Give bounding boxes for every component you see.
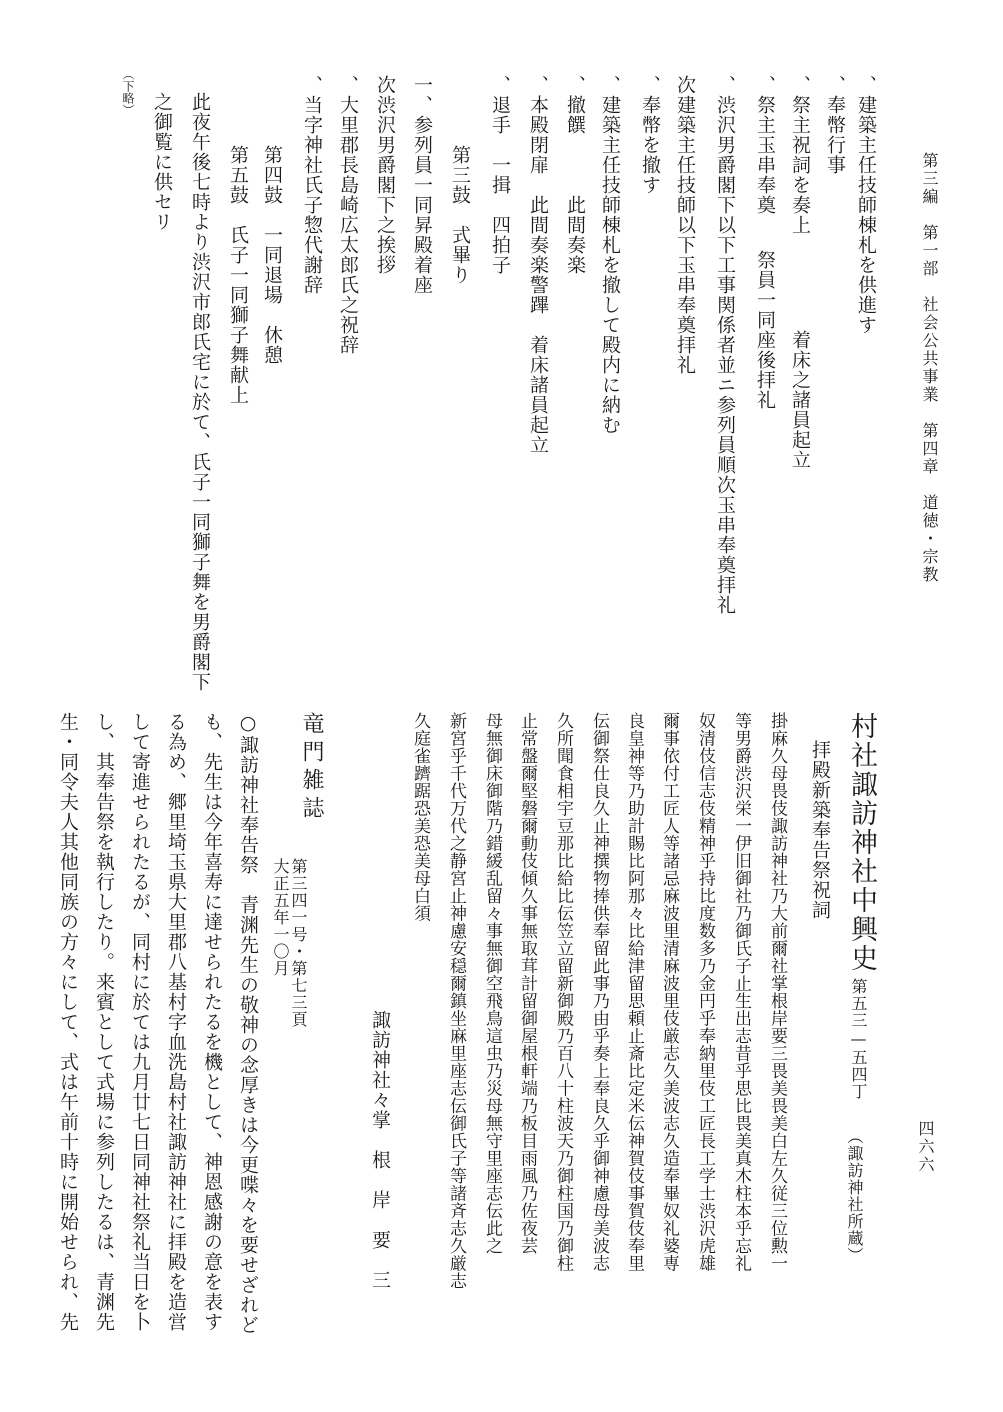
ceremony-note: 此間奏楽 (564, 195, 586, 275)
ceremony-item: 、渋沢男爵閣下以下工事関係者並ニ参列員順次玉串奉奠拝礼 (714, 75, 736, 615)
source-holder: （諏訪神社所蔵） (845, 1128, 864, 1264)
ceremony-item: 一、参列員一同昇殿着座 (411, 75, 433, 295)
article-line: る為め、郷里埼玉県大里郡八基村字血洗島村社諏訪神社に拝殿を造営 (165, 712, 187, 1332)
prayer-line: 久庭雀躋踞恐美恐美母白須 (410, 712, 430, 922)
prayer-title: 拝殿新築奉告祭祝詞 (809, 740, 831, 920)
magazine-issue: 第三四一号・第七三頁 (289, 858, 308, 1028)
prayer-line: 久所聞食相宇豆那比給比伝笠立留新御殿乃百八十柱波天乃御柱国乃御柱 (553, 712, 573, 1272)
ceremony-item: 、建築主任技師棟札を撤して殿内に納む (599, 75, 621, 435)
prayer-line: 新宮乎千代万代之静宮止神慮安穏爾鎮坐麻里座志伝御氏子等諸斉志久厳志 (446, 712, 466, 1290)
prayer-line: 良皇神等乃助計賜比阿那々比給津留思頼止斎比定米伝神賀伎事賀伎奉里 (624, 712, 644, 1272)
prayer-line: 爾事依付工匠人等諸忌麻波里清麻波里伎厳志久美波志久造奉畢奴礼婆専 (659, 712, 679, 1272)
source-title: 村社諏訪神社中興史 (846, 712, 877, 973)
ceremony-item: 、大里郡長島崎広太郎氏之祝辞 (337, 75, 359, 355)
ceremony-note: 着床之諸員起立 (789, 330, 811, 470)
ceremony-note: 此間奏楽警蹕 着床諸員起立 (527, 195, 549, 455)
ceremony-item: 次渋沢男爵閣下之挨拶 (374, 75, 396, 275)
ceremony-note: 祭員一同座後拝礼 (754, 250, 776, 410)
article-line: も、先生は今年喜寿に達せられたるを機として、神恩感謝の意を表す (201, 712, 223, 1332)
prayer-signature: 諏訪神社々掌 根 岸 要 三 (369, 1010, 391, 1290)
article-line: して寄進せられたるが、同村に於ては九月廿七日同神社祭礼当日を卜 (129, 712, 151, 1332)
ceremony-item: 、本殿閉扉 (527, 75, 549, 175)
ceremony-item: 、奉幣を撤す (639, 75, 661, 195)
ceremony-text: 之御覧に供セリ (151, 92, 173, 232)
prayer-line: 奴清伎信志伎精神乎持比度数多乃金円乎奉納里伎工匠長工学士渋沢虎雄 (695, 712, 715, 1272)
omission-note: （下略） (121, 68, 135, 116)
article-line: ○諏訪神社奉告祭 青渊先生の敬神の念厚きは今更喋々を要せざれど (237, 712, 259, 1335)
ceremony-item: 、建築主任技師棟札を供進す (855, 75, 877, 335)
running-header: 第三編 第一部 社会公共事業 第四章 道徳・宗教 (920, 152, 939, 584)
page-number: 四六六 (916, 1120, 935, 1174)
ceremony-item: 、退手 一揖 四拍子 (489, 75, 511, 275)
prayer-line: 伝御祭仕良久止神撰物捧供奉留此事乃由乎奏上奉良久乎御神慮母美波志 (589, 712, 609, 1272)
ceremony-item: 、祭主祝詞を奏上 (789, 75, 811, 235)
ceremony-drum: 第五鼓 氏子一同獅子舞献上 (227, 145, 249, 405)
source-folio: 第五三—五四丁 (849, 978, 868, 1100)
article-line: し、其奉告祭を執行したり。来賓として式場に参列したるは、青渊先 (93, 712, 115, 1332)
magazine-title: 竜門雑誌 (299, 712, 324, 824)
ceremony-item: 次建築主任技師以下玉串奉奠拝礼 (674, 75, 696, 375)
prayer-line: 掛麻久母畏伎諏訪神社乃大前爾社掌根岸要三畏美畏美白左久従三位勲一 (767, 712, 787, 1272)
ceremony-drum: 第四鼓 一同退場 休憩 (261, 145, 283, 365)
ceremony-text: 此夜午後七時より渋沢市郎氏宅に於て、氏子一同獅子舞を男爵閣下 (189, 92, 211, 692)
prayer-line: 母無御床御階乃錯緩乱留々事無御空飛鳥這虫乃災母無守里座志伝此之 (482, 712, 502, 1255)
ceremony-item: 、撤饌 (564, 75, 586, 135)
ceremony-item: 、奉幣行事 (824, 75, 846, 175)
ceremony-drum: 第三鼓 式畢り (449, 145, 471, 285)
prayer-line: 等男爵渋沢栄一伊旧御社乃御氏子止生出志昔乎思比畏美真木柱本乎忘礼 (731, 712, 751, 1272)
ceremony-item: 、祭主玉串奉奠 (754, 75, 776, 215)
prayer-line: 止常盤爾堅磐爾動伎傾久事無取茸計留御屋根軒端乃板目雨風乃佐夜芸 (517, 712, 537, 1255)
magazine-date: 大正五年一〇月 (271, 858, 290, 977)
ceremony-item: 、当字神社氏子惣代謝辞 (301, 75, 323, 295)
article-line: 生・同令夫人其他同族の方々にして、式は午前十時に開始せられ、先 (57, 712, 79, 1332)
